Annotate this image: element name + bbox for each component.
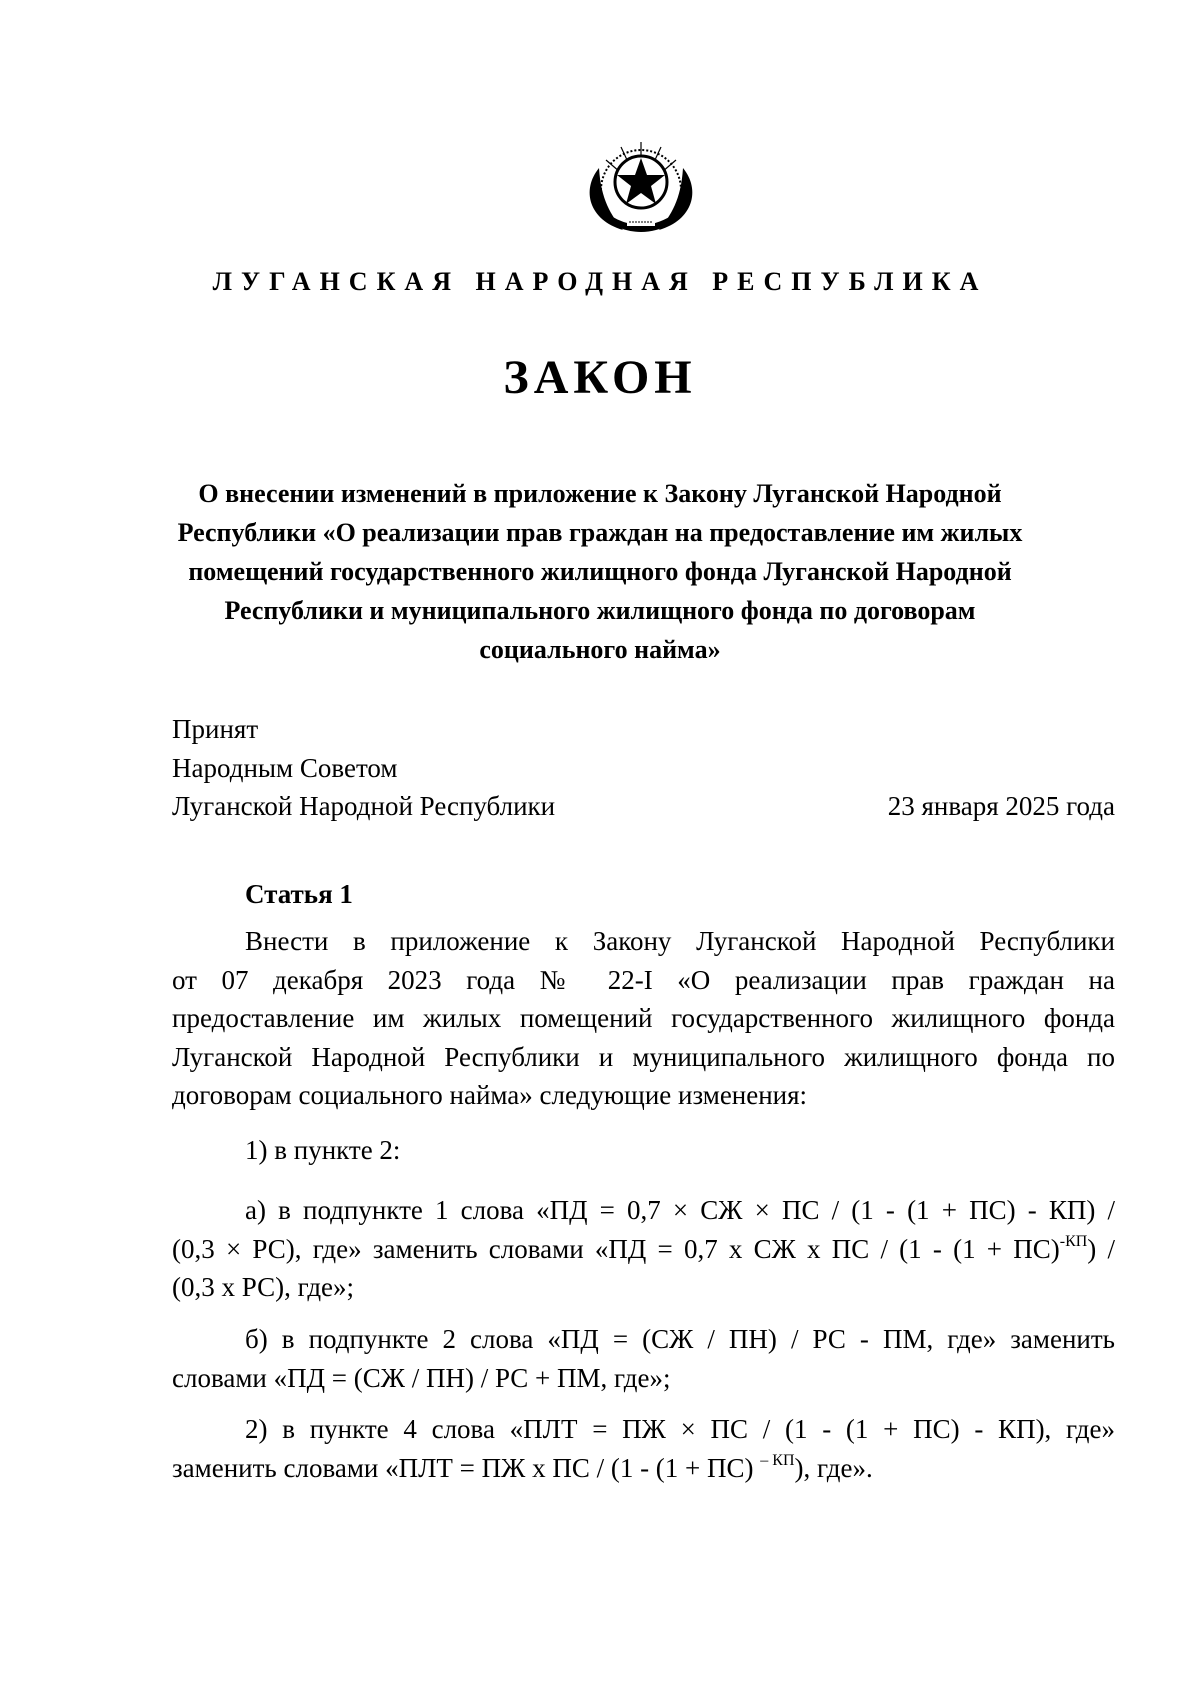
- adoption-date: 23 января 2025 года: [887, 791, 1115, 821]
- item-1b-line: словами «ПД = (СЖ / ПН) / РС + ПМ, где»;: [172, 1362, 671, 1393]
- item-1a-line: (0,3 х РС), где»;: [172, 1272, 355, 1302]
- adoption-block: [172, 710, 555, 826]
- item-2: [172, 1410, 1115, 1487]
- item-1: [172, 1131, 1115, 1170]
- article-heading: Статья 1: [245, 879, 353, 909]
- exponent: -КП: [1059, 1232, 1088, 1250]
- item-1a-text: ) /: [1087, 1233, 1116, 1264]
- intro-line: предоставление им жилых помещений государственного жилищного фонда: [172, 1003, 1115, 1033]
- item-2-text: заменить словами «ПЛТ = ПЖ х ПС / (1 - (1 + ПС): [172, 1452, 761, 1483]
- item-1a-line: [172, 1230, 1115, 1269]
- item-2-text: ), где».: [794, 1452, 873, 1483]
- intro-line: Луганской Народной Республики и муниципального жилищного фонда по: [172, 1041, 1115, 1072]
- law-title-line: социального найма»: [479, 635, 721, 664]
- exponent: – КП: [760, 1451, 795, 1469]
- document-type: ЗАКОН: [503, 351, 697, 404]
- item-1b-line: б) в подпункте 2 слова «ПД = (СЖ / ПН) / РС - ПМ, где» заменить: [245, 1324, 1115, 1354]
- law-title-line: О внесении изменений в приложение к Закону Луганской Народной: [198, 479, 1002, 508]
- intro-line: от 07 декабря 2023 года № 22-I «О реализации прав граждан на: [172, 964, 1115, 995]
- republic-name: ЛУГАНСКАЯ НАРОДНАЯ РЕСПУБЛИКА: [212, 267, 988, 296]
- item-1a-line: а) в подпункте 1 слова «ПД = 0,7 × СЖ × ПС / (1 - (1 + ПС) - КП) /: [245, 1195, 1115, 1225]
- intro-line: договорам социального найма» следующие изменения:: [172, 1080, 808, 1110]
- adoption-line: Принят: [172, 714, 259, 744]
- item-1b: [172, 1320, 1115, 1397]
- item-1-text: 1) в пункте 2:: [245, 1135, 401, 1165]
- adoption-line: Луганской Народной Республики: [172, 791, 556, 821]
- item-2-line: [172, 1449, 1115, 1488]
- law-title-line: помещений государственного жилищного фонда Луганской Народной: [188, 557, 1012, 586]
- item-1a: [172, 1191, 1115, 1307]
- intro-line: Внести в приложение к Закону Луганской Народной Республики: [245, 926, 1115, 956]
- item-1a-text: (0,3 × РС), где» заменить словами «ПД = 0,7 х СЖ х ПС / (1 - (1 + ПС): [172, 1233, 1060, 1264]
- article-intro: [172, 922, 1115, 1115]
- adoption-line: Народным Советом: [172, 752, 398, 783]
- law-title-line: Республики и муниципального жилищного фонда по договорам: [224, 596, 976, 625]
- coat-of-arms-icon: [571, 120, 711, 240]
- law-title: [175, 474, 1025, 669]
- item-2-line: 2) в пункте 4 слова «ПЛТ = ПЖ × ПС / (1 - (1 + ПС) - КП), где»: [245, 1414, 1115, 1444]
- law-title-line: Республики «О реализации прав граждан на предоставление им жилых: [177, 518, 1023, 547]
